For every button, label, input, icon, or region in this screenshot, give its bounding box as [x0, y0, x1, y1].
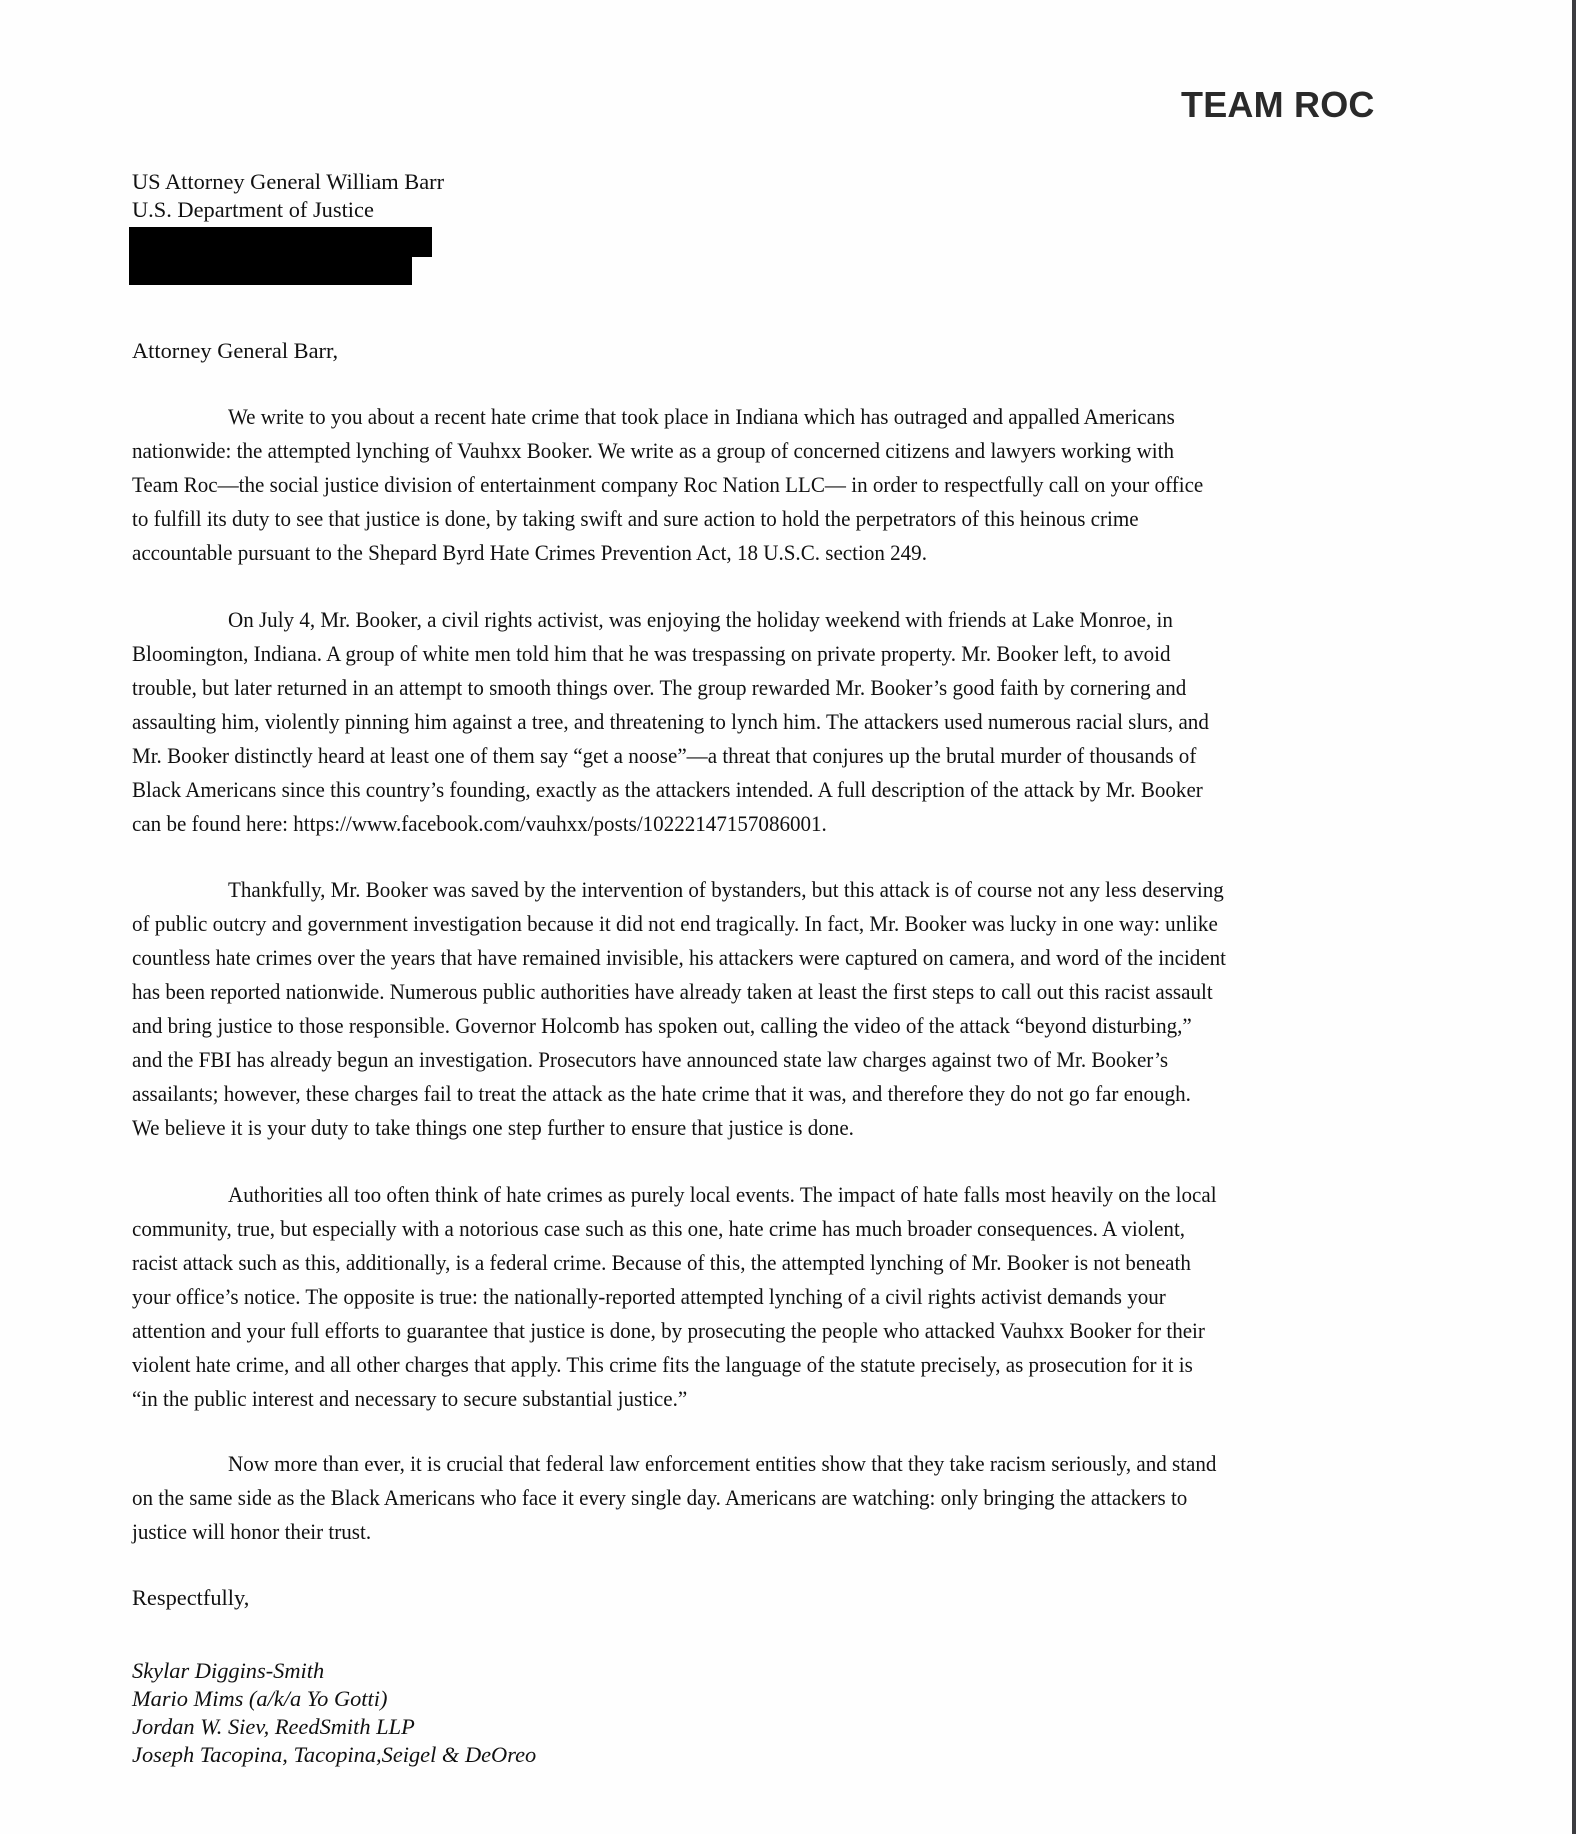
paragraph-line: assaulting him, violently pinning him against a tree, and threatening to lynch him. The attackers used numerous racial slurs, and [132, 709, 1209, 734]
redacted-address-block [129, 256, 412, 285]
paragraph-line: We believe it is your duty to take things one step further to ensure that justice is done. [132, 1115, 854, 1140]
recipient-department: U.S. Department of Justice [132, 197, 374, 222]
signatory: Mario Mims (a/k/a Yo Gotti) [132, 1686, 388, 1711]
paragraph-line: countless hate crimes over the years that have remained invisible, his attackers were captured on camera, and word of the incident [132, 945, 1227, 970]
paragraph-line: of public outcry and government investigation because it did not end tragically. In fact, Mr. Booker was lucky in one way: unlike [132, 911, 1218, 936]
paragraph-line: community, true, but especially with a notorious case such as this one, hate crime has much broader consequences. A violent, [132, 1216, 1186, 1241]
letterhead-title: TEAM ROC [1181, 84, 1375, 125]
paragraph-line: violent hate crime, and all other charges that apply. This crime fits the language of the statute precisely, as prosecution for it is [132, 1352, 1193, 1377]
paragraph-line: nationwide: the attempted lynching of Vauhxx Booker. We write as a group of concerned citizens and lawyers working with [132, 438, 1175, 463]
signatory: Joseph Tacopina, Tacopina,Seigel & DeOreo [132, 1742, 537, 1767]
paragraph-line: and the FBI has already begun an investigation. Prosecutors have announced state law charges against two of Mr. Booker’s [132, 1047, 1169, 1072]
redacted-address-block [129, 227, 432, 257]
paragraph-line: your office’s notice. The opposite is true: the nationally-reported attempted lynching of a civil rights activist demands your [132, 1284, 1166, 1309]
paragraph-line: racist attack such as this, additionally, is a federal crime. Because of this, the attempted lynching of Mr. Booker is not beneath [132, 1250, 1191, 1275]
paragraph-line: to fulfill its duty to see that justice is done, by taking swift and sure action to hold the perpetrators of this heinous crime [132, 506, 1139, 531]
salutation: Attorney General Barr, [132, 338, 339, 363]
signatory: Skylar Diggins-Smith [132, 1658, 325, 1683]
paragraph-line: Team Roc—the social justice division of entertainment company Roc Nation LLC— in order to respectfully call on your office [132, 472, 1204, 497]
paragraph-line: On July 4, Mr. Booker, a civil rights activist, was enjoying the holiday weekend with friends at Lake Monroe, in [228, 607, 1173, 632]
paragraph-line: Now more than ever, it is crucial that federal law enforcement entities show that they take racism seriously, and stand [228, 1451, 1217, 1476]
closing: Respectfully, [132, 1585, 250, 1610]
signatory: Jordan W. Siev, ReedSmith LLP [132, 1714, 415, 1739]
paragraph-line: assailants; however, these charges fail to treat the attack as the hate crime that it was, and therefore they do not go far enough. [132, 1081, 1191, 1106]
paragraph-line: and bring justice to those responsible. Governor Holcomb has spoken out, calling the video of the attack “beyond disturbing,” [132, 1013, 1192, 1038]
paragraph-line: Authorities all too often think of hate crimes as purely local events. The impact of hate falls most heavily on the local [228, 1182, 1217, 1207]
paragraph-line: “in the public interest and necessary to secure substantial justice.” [132, 1386, 688, 1411]
paragraph-line: has been reported nationwide. Numerous public authorities have already taken at least the first steps to call out this racist assault [132, 979, 1213, 1004]
paragraph-line: trouble, but later returned in an attempt to smooth things over. The group rewarded Mr. Booker’s good faith by cornering and [132, 675, 1187, 700]
paragraph-line: can be found here: https://www.facebook.com/vauhxx/posts/10222147157086001. [132, 811, 827, 836]
paragraph-line: Thankfully, Mr. Booker was saved by the intervention of bystanders, but this attack is of course not any less deserving [228, 877, 1224, 902]
paragraph-line: on the same side as the Black Americans who face it every single day. Americans are watching: only bringing the attackers to [132, 1485, 1188, 1510]
paragraph-line: attention and your full efforts to guarantee that justice is done, by prosecuting the people who attacked Vauhxx Booker for their [132, 1318, 1205, 1343]
paragraph-line: justice will honor their trust. [132, 1519, 372, 1544]
recipient-name: US Attorney General William Barr [132, 169, 445, 194]
paragraph-line: Bloomington, Indiana. A group of white men told him that he was trespassing on private property. Mr. Booker left, to avoid [132, 641, 1171, 666]
paragraph-line: We write to you about a recent hate crime that took place in Indiana which has outraged and appalled Americans [228, 404, 1175, 429]
paragraph-line: Mr. Booker distinctly heard at least one of them say “get a noose”—a threat that conjures up the brutal murder of thousands of [132, 743, 1197, 768]
viewer-edge-border [1572, 0, 1576, 1834]
paragraph-line: Black Americans since this country’s founding, exactly as the attackers intended. A full description of the attack by Mr. Booker [132, 777, 1203, 802]
paragraph-line: accountable pursuant to the Shepard Byrd Hate Crimes Prevention Act, 18 U.S.C. section 249. [132, 540, 927, 565]
